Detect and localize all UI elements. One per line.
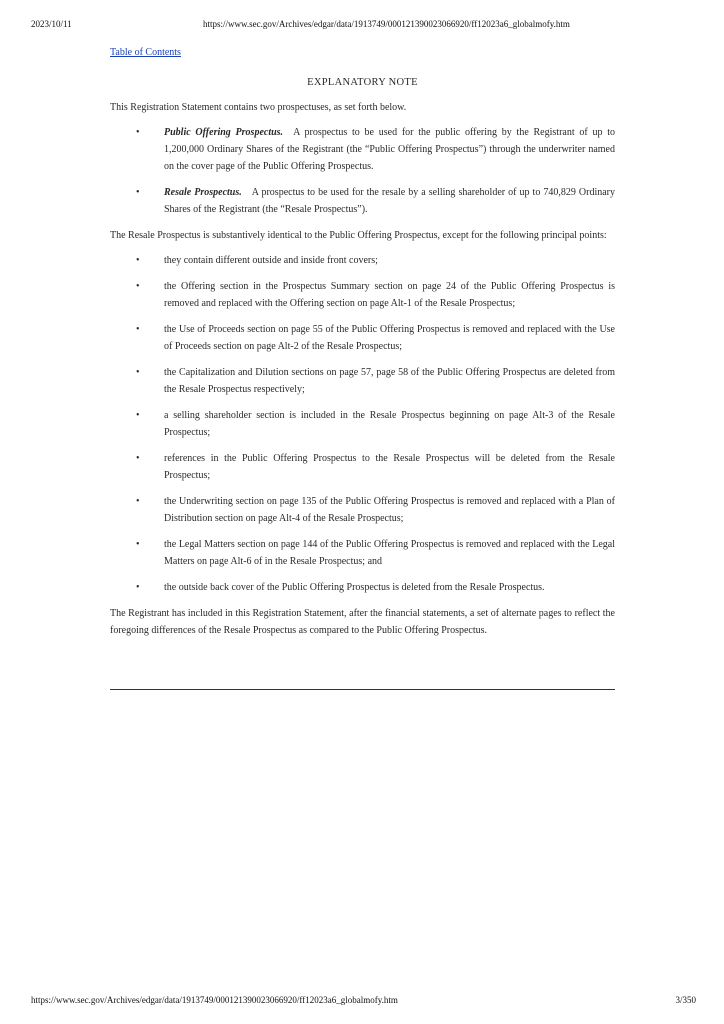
page-title: EXPLANATORY NOTE [307, 77, 418, 88]
page-number: 3/350 [675, 995, 696, 1005]
difference-text: the Legal Matters section on page 144 of the Public Offering Prospectus is removed and replaced with the Legal Matters on page Alt-6 of in the Resale Prospectus; and [164, 539, 615, 567]
list-item [110, 184, 615, 218]
difference-text: the Use of Proceeds section on page 55 of the Public Offering Prospectus is removed and replaced with the Use of Proceeds section on page Alt-2 of the Resale Prospectus; [164, 324, 615, 352]
list-item [110, 124, 615, 175]
prospectus-text: A prospectus to be used for the resale by a selling shareholder of up to 740,829 Ordinary Shares of the Registrant (the “Resale Prospectus”). [164, 187, 616, 215]
difference-text: references in the Public Offering Prospectus to the Resale Prospectus will be deleted from the Resale Prospectus; [164, 453, 615, 481]
document-body [110, 44, 615, 647]
list-item [110, 364, 615, 398]
bullet-icon: • [136, 367, 140, 378]
print-date: 2023/10/11 [31, 19, 72, 29]
difference-text: a selling shareholder section is included in the Resale Prospectus beginning on page Alt-3 of the Resale Prospectus; [164, 410, 615, 438]
difference-text: the Offering section in the Prospectus Summary section on page 24 of the Public Offering Prospectus is removed and replaced with the Offering section on page Alt-1 of the Resale Prospectus; [164, 281, 615, 309]
list-item [110, 321, 615, 355]
horizontal-divider [110, 689, 615, 690]
bullet-icon: • [136, 187, 140, 198]
prospectus-text: A prospectus to be used for the public offering by the Registrant of up to 1,200,000 Ordinary Shares of the Registrant (the “Public Offering Prospectus”) through the underwriter named on the cover page of the Public Offering Prospectus. [164, 127, 615, 172]
bullet-icon: • [136, 127, 140, 138]
bullet-icon: • [136, 410, 140, 421]
prospectus-lead: Public Offering Prospectus. [164, 127, 284, 138]
table-of-contents-link[interactable]: Table of Contents [110, 47, 181, 58]
prospectus-list [110, 124, 615, 218]
comparison-paragraph: The Resale Prospectus is substantively identical to the Public Offering Prospectus, except for the following principal points: [110, 230, 607, 241]
bullet-icon: • [136, 582, 140, 593]
difference-text: they contain different outside and inside front covers; [164, 255, 378, 266]
bullet-icon: • [136, 255, 140, 266]
list-item [110, 493, 615, 527]
difference-text: the outside back cover of the Public Offering Prospectus is deleted from the Resale Prospectus. [164, 582, 545, 593]
intro-paragraph: This Registration Statement contains two prospectuses, as set forth below. [110, 102, 407, 113]
footer-url: https://www.sec.gov/Archives/edgar/data/1913749/000121390023066920/ff12023a6_globalmofy.htm [31, 995, 398, 1005]
bullet-icon: • [136, 496, 140, 507]
print-url: https://www.sec.gov/Archives/edgar/data/1913749/000121390023066920/ff12023a6_globalmofy.htm [203, 19, 570, 29]
list-item [110, 407, 615, 441]
bullet-icon: • [136, 453, 140, 464]
prospectus-lead: Resale Prospectus. [164, 187, 242, 198]
closing-paragraph: The Registrant has included in this Registration Statement, after the financial statements, a set of alternate pages to reflect the foregoing differences of the Resale Prospectus as compared to the Public Offering Prospectus. [110, 608, 615, 636]
list-item [110, 278, 615, 312]
list-item [110, 579, 615, 596]
bullet-icon: • [136, 539, 140, 550]
bullet-icon: • [136, 324, 140, 335]
differences-list [110, 252, 615, 596]
difference-text: the Underwriting section on page 135 of the Public Offering Prospectus is removed and replaced with a Plan of Distribution section on page Alt-4 of the Resale Prospectus; [164, 496, 615, 524]
bullet-icon: • [136, 281, 140, 292]
list-item [110, 450, 615, 484]
difference-text: the Capitalization and Dilution sections on page 57, page 58 of the Public Offering Prospectus are deleted from the Resale Prospectus respectively; [164, 367, 615, 395]
list-item [110, 536, 615, 570]
list-item [110, 252, 615, 269]
